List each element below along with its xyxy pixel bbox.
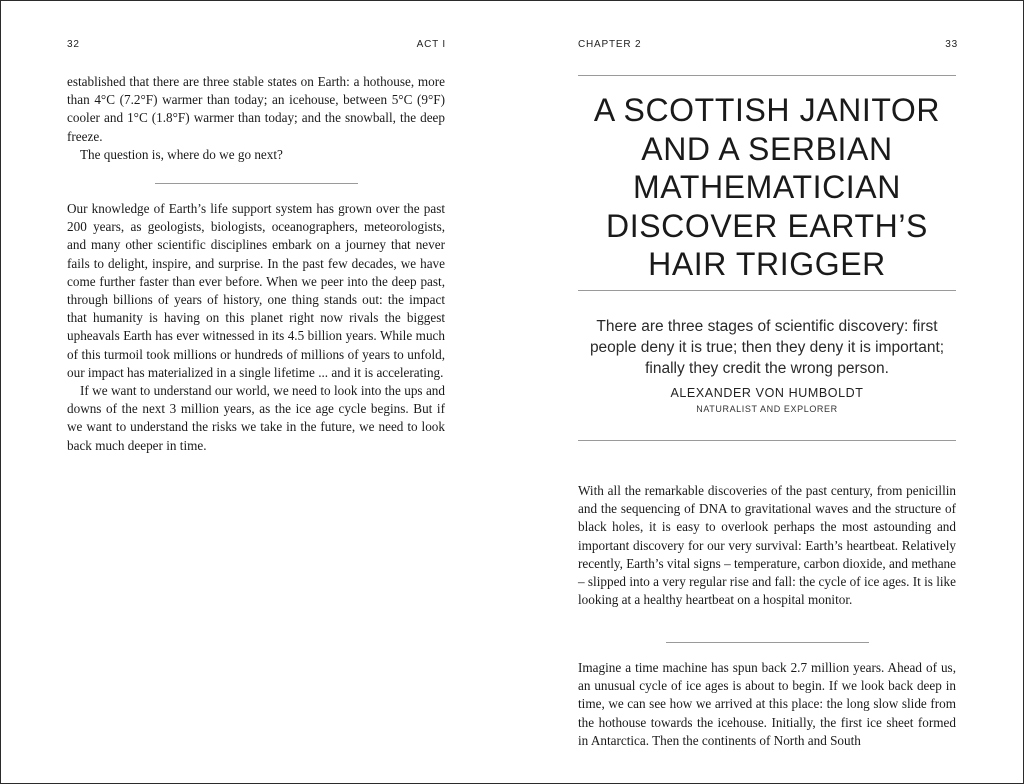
- left-running-head: ACT I: [416, 39, 446, 50]
- right-page-number: 33: [945, 39, 958, 50]
- left-page-number: 32: [67, 39, 80, 50]
- paragraph: With all the remarkable discoveries of the past century, from penicillin and the sequencing of DNA to gravitational waves and the structure of black holes, it is easy to overlook perhaps the most astounding and important discovery for our very survival: Earth’s heartbeat. Relatively recently, Earth’s vital signs – temperature, carbon dioxide, and methane – slipped into a very regular rise and fall: the cycle of ice ages. It is like looking at a healthy heartbeat on a hospital monitor.: [578, 483, 956, 608]
- left-section-1: [67, 73, 445, 164]
- paragraph: The question is, where do we go next?: [80, 146, 283, 162]
- epigraph-author: ALEXANDER VON HUMBOLDT: [670, 386, 864, 400]
- chapter-title: A SCOTTISH JANITOR AND A SERBIAN MATHEMATICIAN DISCOVER EARTH’S HAIR TRIGGER: [593, 92, 941, 282]
- title-bottom-rule: [578, 290, 956, 291]
- section-divider: [155, 183, 358, 184]
- section-divider: [666, 642, 869, 643]
- epigraph-quote: There are three stages of scientific discovery: first people deny it is true; then they deny it is important; finally they credit the wrong person.: [589, 318, 945, 377]
- left-section-2: [67, 200, 445, 455]
- right-running-head: CHAPTER 2: [578, 39, 642, 50]
- right-page: [512, 0, 1024, 784]
- epigraph-role: NATURALIST AND EXPLORER: [696, 404, 838, 414]
- title-top-rule: [578, 75, 956, 76]
- paragraph: established that there are three stable states on Earth: a hothouse, more than 4°C (7.2°F) warmer than today; an icehouse, between 5°C (9°F) cooler and 1°C (1.8°F) warmer than today; and the snowball, the deep freeze.: [67, 74, 445, 144]
- paragraph: If we want to understand our world, we need to look into the ups and downs of the next 3 million years, as the ice age cycle begins. But if we want to understand the risks we take in the future, we need to look back much deeper in time.: [67, 383, 445, 453]
- right-section-2: [578, 659, 956, 750]
- paragraph: Imagine a time machine has spun back 2.7 million years. Ahead of us, an unusual cycle of ice ages is about to begin. If we look back deep in time, we can see how we arrived at this place: the long slow slide from the hothouse towards the icehouse. Initially, the first ice sheet formed in Antarctica. Then the continents of North and South: [578, 660, 956, 748]
- epigraph-bottom-rule: [578, 440, 956, 441]
- right-section-1: [578, 482, 956, 609]
- paragraph: Our knowledge of Earth’s life support system has grown over the past 200 years, as geologists, biologists, oceanographers, meteorologists, and many other scientific disciplines embark on a journey that never fails to delight, inspire, and surprise. In the past few decades, we have come further faster than ever before. When we peer into the deep past, through billions of years of history, one thing stands out: the impact that humanity is having on this planet right now rivals the biggest upheavals Earth has ever witnessed in its 4.5 billion years. While much of this turmoil took millions or hundreds of millions of years to unfold, our impact has materialized in a single lifetime ... and it is accelerating.: [67, 201, 445, 380]
